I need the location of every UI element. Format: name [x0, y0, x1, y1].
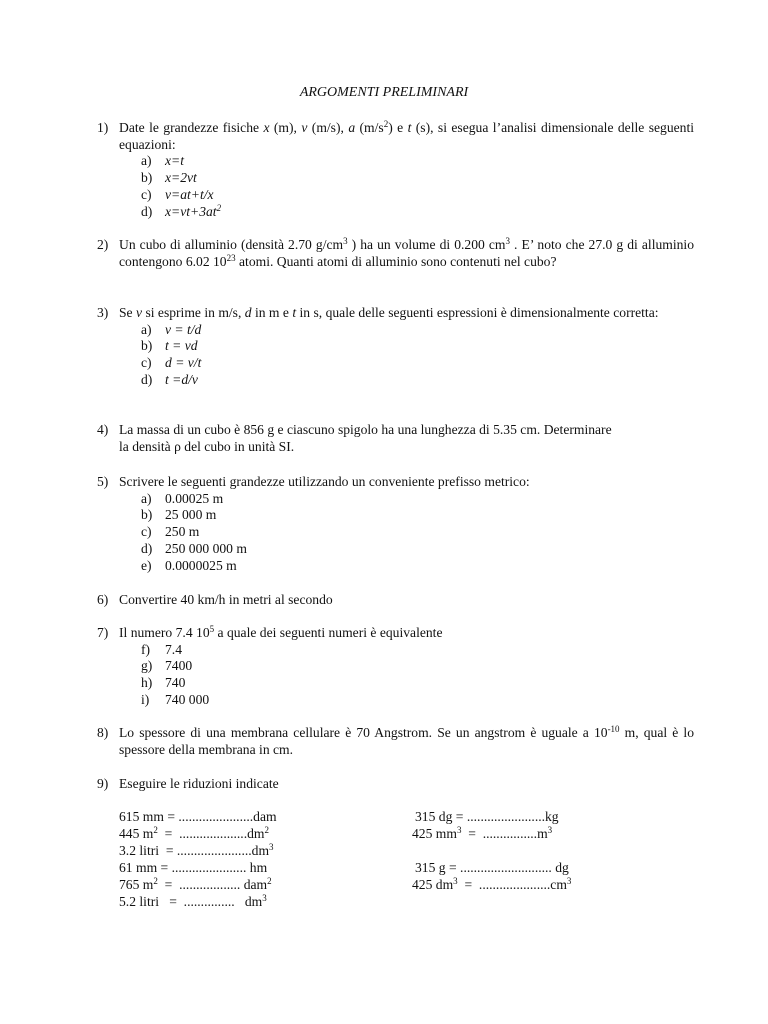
- conversion-row: 315 dg = .......................kg: [415, 809, 559, 824]
- option-item: e) 0.0000025 m: [141, 557, 237, 573]
- question-1: [97, 120, 694, 220]
- conversion-row: 425 $mm^3 = ................m^3$: [412, 825, 553, 841]
- question-text: Eseguire le riduzioni indicate: [119, 776, 279, 791]
- option-item: h) 740: [141, 675, 186, 691]
- question-7: [97, 625, 694, 709]
- question-number: 3): [97, 305, 109, 320]
- question-5: [97, 474, 694, 575]
- conversion-row: 445 $m^2 = ....................dm^2$: [119, 825, 269, 841]
- question-number: 8): [97, 725, 109, 740]
- option-item: i) 740 000: [141, 691, 210, 707]
- option-item: d) 250 000 000 m: [141, 540, 247, 556]
- conversion-row: 615 mm = ......................dam: [119, 809, 277, 824]
- question-text: Se v si esprime in m/s, d in m e t in s, quale delle seguenti espressioni è dimensionalmente corretta:: [119, 305, 659, 320]
- option-list: [97, 642, 694, 709]
- question-text: La massa di un cubo è 856 g e ciascuno spigolo ha una lunghezza di 5.35 cm. Determinare la densità ρ del cubo in unità SI.: [119, 422, 612, 454]
- question-9: [97, 776, 694, 793]
- option-item: a) x=t: [141, 153, 184, 169]
- question-4: [97, 422, 694, 455]
- option-list: [97, 491, 694, 575]
- question-number: 7): [97, 625, 109, 640]
- question-text: Il numero 7.4 $10^5$ a quale dei seguenti numeri è equivalente: [119, 624, 443, 640]
- question-text: Convertire 40 km/h in metri al secondo: [119, 592, 333, 607]
- option-item: c) d = v/t: [141, 355, 202, 371]
- option-item: b) x=2vt: [141, 169, 197, 185]
- option-list: [97, 322, 694, 389]
- option-item: d) t =d/v: [141, 371, 198, 387]
- conversion-row: 425 $dm^3 = .....................cm^3$: [412, 876, 572, 892]
- conversion-row: 5.2 litri = ............... $dm^3$: [119, 893, 267, 909]
- option-item: f) 7.4: [141, 641, 182, 657]
- question-number: 1): [97, 120, 109, 135]
- option-item: g) 7400: [141, 658, 193, 674]
- conversion-row: 765 $m^2$ = .................. dam$^2$: [119, 876, 272, 892]
- option-item: d) $x=vt+3at^2$: [141, 202, 222, 219]
- question-3: [97, 305, 694, 389]
- conversion-row: 315 g = ........................... dg: [415, 860, 569, 875]
- option-item: b) 25 000 m: [141, 507, 217, 523]
- question-number: 9): [97, 776, 109, 791]
- conversion-row: 3.2 litri = $......................dm^3$: [119, 842, 274, 858]
- question-text: Date le grandezze fisiche x (m), v (m/s), a $(m/s^2)$ e t (s), si esegua l’analisi dimensionale delle seguenti equazioni:: [119, 119, 695, 152]
- option-item: c) v=at+t/x: [141, 186, 214, 202]
- question-8: [97, 725, 694, 758]
- question-text: Lo spessore di una membrana cellulare è 70 Angstrom. Se un angstrom è uguale a $10^{-10}$ m, qual è lo spessore della membrana in cm.: [119, 724, 695, 757]
- question-6: [97, 592, 694, 609]
- question-text: Scrivere le seguenti grandezze utilizzando un conveniente prefisso metrico:: [119, 474, 530, 489]
- option-item: a) 0.00025 m: [141, 490, 224, 506]
- option-item: b) t = vd: [141, 338, 198, 354]
- question-number: 2): [97, 237, 109, 252]
- question-number: 6): [97, 592, 109, 607]
- option-list: [97, 153, 694, 220]
- question-number: 5): [97, 474, 109, 489]
- page-title: ARGOMENTI PRELIMINARI: [299, 85, 469, 100]
- option-item: a) v = t/d: [141, 321, 202, 337]
- question-number: 4): [97, 422, 109, 437]
- option-item: c) 250 m: [141, 524, 200, 540]
- conversion-row: 61 mm = ...................... hm: [119, 860, 268, 875]
- question-2: [97, 237, 694, 270]
- question-text: Un cubo di alluminio (densità 2.70 $g/cm^3$ ) ha un volume di 0.200 $cm^3$ . E’ noto che 27.0 g di alluminio contengono 6.02 $10^{23}$ atomi. Quanti atomi di alluminio sono contenuti nel cubo?: [119, 236, 694, 269]
